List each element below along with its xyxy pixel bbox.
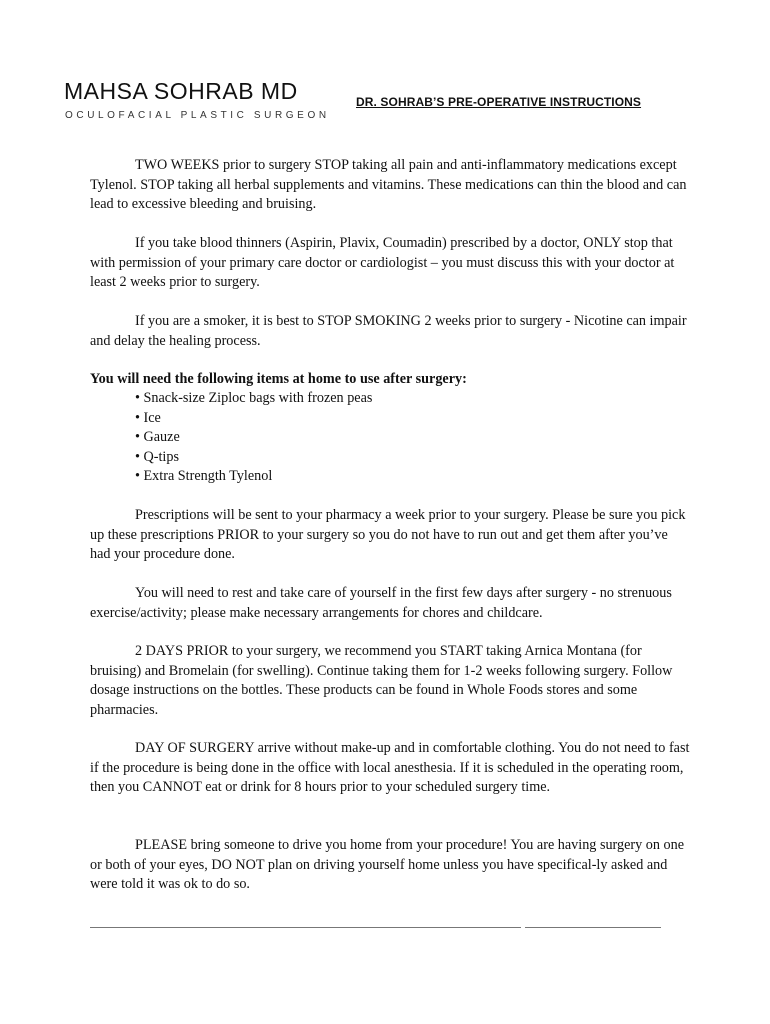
- paragraph-blood-thinners: [90, 234, 690, 293]
- brand-name: MAHSA SOHRAB MD: [64, 78, 298, 104]
- list-item: • Q-tips: [135, 448, 372, 468]
- paragraph-rest: [90, 584, 690, 623]
- paragraph-day-of-surgery-text: DAY OF SURGERY arrive without make-up and in comfortable clothing. You do not need to fast if the procedure is being done in the office with local anesthesia. If it is scheduled in the operating room, then you CANNOT eat or drink for 8 hours prior to your scheduled surgery time.: [90, 740, 690, 795]
- paragraph-rest-text: You will need to rest and take care of yourself in the first few days after surgery - no strenuous exercise/activity; please make necessary arrangements for chores and childcare.: [90, 585, 672, 621]
- paragraph-blood-thinners-text: If you take blood thinners (Aspirin, Plavix, Coumadin) prescribed by a doctor, ONLY stop that with permission of your primary care doctor or cardiologist – you must discuss this with your doctor at least 2 weeks prior to surgery.: [90, 235, 675, 290]
- paragraph-prescriptions-text: Prescriptions will be sent to your pharmacy a week prior to your surgery. Please be sure you pick up these prescriptions PRIOR to your surgery so you do not have to run out and get them after you’ve had your procedure done.: [90, 507, 686, 562]
- paragraph-medications-text: TWO WEEKS prior to surgery STOP taking all pain and anti-inflammatory medications except Tylenol. STOP taking all herbal supplements and vitamins. These medications can thin the blood and can lead to excessive bleeding and bruising.: [90, 157, 687, 212]
- paragraph-arnica: [90, 642, 690, 720]
- paragraph-arnica-text: 2 DAYS PRIOR to your surgery, we recommend you START taking Arnica Montana (for bruising) and Bromelain (for swelling). Continue taking them for 1-2 weeks following surgery. Follow dosage instructions on the bottles. These products can be found in Whole Foods stores and some pharmacies.: [90, 643, 673, 718]
- brand-subtitle: OCULOFACIAL PLASTIC SURGEON: [65, 110, 330, 121]
- paragraph-smoking: [90, 312, 690, 351]
- paragraph-driver-text: PLEASE bring someone to drive you home from your procedure! You are having surgery on one or both of your eyes, DO NOT plan on driving yourself home unless you have specifical-ly asked and were told it was ok to do so.: [90, 837, 685, 892]
- list-item: • Gauze: [135, 428, 372, 448]
- signature-line: [90, 915, 521, 931]
- list-item: • Extra Strength Tylenol: [135, 467, 372, 487]
- items-heading: You will need the following items at home to use after surgery:: [90, 371, 467, 387]
- list-item: • Ice: [135, 409, 372, 429]
- document-title: DR. SOHRAB’S PRE-OPERATIVE INSTRUCTIONS: [356, 95, 642, 109]
- paragraph-prescriptions: [90, 506, 690, 565]
- paragraph-day-of-surgery: [90, 739, 690, 798]
- paragraph-driver: [90, 836, 690, 895]
- items-list: [135, 389, 372, 487]
- date-line: [525, 915, 661, 931]
- paragraph-medications: [90, 156, 690, 215]
- list-item: • Snack-size Ziploc bags with frozen peas: [135, 389, 372, 409]
- paragraph-smoking-text: If you are a smoker, it is best to STOP SMOKING 2 weeks prior to surgery - Nicotine can impair and delay the healing process.: [90, 313, 687, 349]
